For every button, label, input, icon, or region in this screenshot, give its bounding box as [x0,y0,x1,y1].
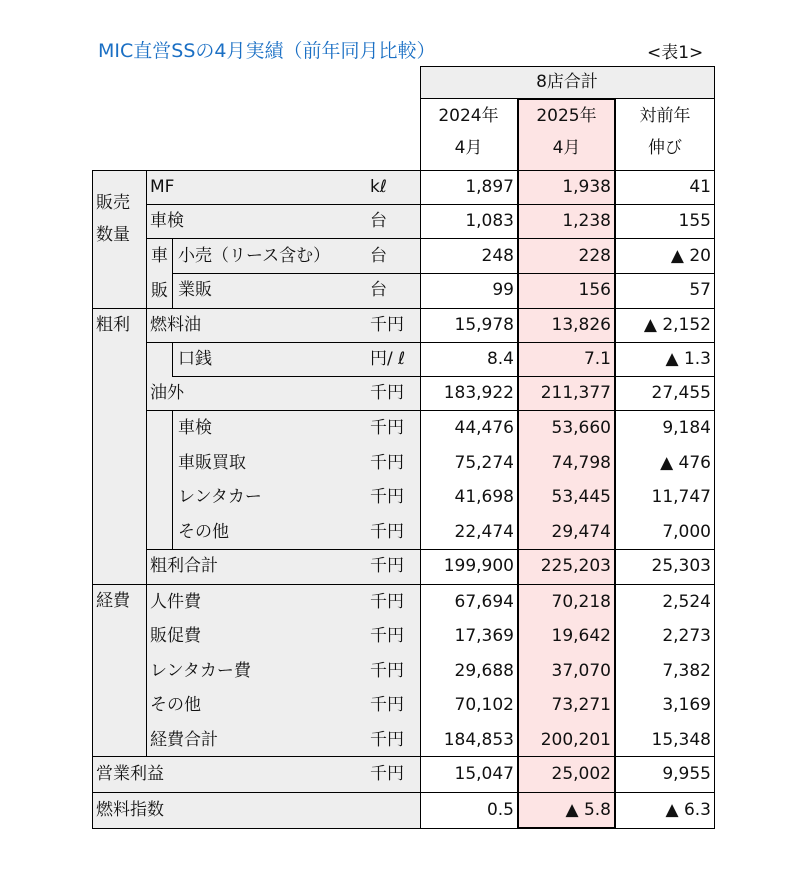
value-diff: 2,524 [662,592,711,612]
value-diff: 41 [689,177,711,197]
value-curr: 156 [578,280,611,300]
value-diff: 9,955 [662,764,711,784]
value-diff: 27,455 [651,383,711,403]
section-sales-qty-line1: 販売 [96,193,130,213]
row-label: 営業利益 [96,764,164,784]
value-prev: 248 [481,246,514,266]
row-label: 粗利合計 [150,556,218,576]
value-diff: 155 [678,211,711,231]
grid-line [146,410,715,411]
row-label: レンタカー [178,487,262,507]
row-unit: 台 [370,246,387,266]
row-label: その他 [150,695,201,715]
section-car-sales-line1: 車 [151,246,168,266]
value-prev: 44,476 [454,418,514,438]
row-unit: 千円 [370,383,404,403]
grid-line [420,66,715,67]
value-curr: 29,474 [551,522,611,542]
value-diff: 11,747 [651,487,711,507]
row-label: 人件費 [150,592,201,612]
row-unit: 千円 [370,695,404,715]
value-prev: 184,853 [443,730,514,750]
grid-line [172,273,715,274]
row-label: 燃料指数 [96,800,164,820]
row-label: 経費合計 [150,730,218,750]
row-unit: 千円 [370,592,404,612]
value-curr: 19,642 [551,626,611,646]
value-curr: 13,826 [551,315,611,335]
row-label: 車検 [150,211,184,231]
section-expenses: 経費 [96,591,130,611]
value-curr: ▲ 5.8 [565,800,611,820]
grid-line [517,98,616,100]
value-curr: 1,238 [562,211,611,231]
value-diff: 2,273 [662,626,711,646]
grid-line [92,828,715,829]
row-label: MF [150,177,175,197]
row-label: その他 [178,522,229,542]
row-unit: 千円 [370,315,404,335]
row-unit: 千円 [370,661,404,681]
value-curr: 211,377 [540,383,611,403]
row-label: 口銭 [178,349,212,369]
row-label: 燃料油 [150,315,201,335]
row-unit: 千円 [370,522,404,542]
row-unit: 千円 [370,453,404,473]
row-unit: 千円 [370,487,404,507]
grid-line [92,170,715,171]
row-label: 販促費 [150,626,201,646]
value-diff: 3,169 [662,695,711,715]
header-diff-line2: 伸び [648,138,682,158]
row-unit: 千円 [370,556,404,576]
value-curr: 200,201 [540,730,611,750]
header-prev-month: 4月 [454,138,483,158]
value-prev: 22,474 [454,522,514,542]
value-diff: ▲ 20 [670,246,711,266]
value-diff: ▲ 1.3 [665,349,711,369]
row-unit: 台 [370,211,387,231]
value-curr: 74,798 [551,453,611,473]
value-curr: 1,938 [562,177,611,197]
grid-line [714,66,715,829]
value-prev: 17,369 [454,626,514,646]
grid-line [146,308,147,584]
value-curr: 53,445 [551,487,611,507]
grid-line [146,342,715,343]
value-diff: 9,184 [662,418,711,438]
row-unit: kℓ [370,177,387,197]
row-unit: 台 [370,280,387,300]
value-prev: 0.5 [486,800,514,820]
value-diff: ▲ 2,152 [643,315,711,335]
value-prev: 15,978 [454,315,514,335]
section-gross-profit: 粗利 [96,315,130,335]
row-label: 油外 [150,383,184,403]
row-label: レンタカー費 [150,661,251,681]
header-prev-year: 2024年 [438,106,499,126]
grid-line [92,756,715,757]
header-curr-year: 2025年 [536,106,597,126]
value-curr: 228 [578,246,611,266]
value-diff: ▲ 6.3 [665,800,711,820]
value-curr: 225,203 [540,556,611,576]
value-curr: 25,002 [551,764,611,784]
grid-line [92,170,93,829]
row-unit: 千円 [370,626,404,646]
row-unit: 千円 [370,730,404,750]
value-prev: 70,102 [454,695,514,715]
value-prev: 1,083 [465,211,514,231]
header-group-label: 8店合計 [536,72,598,92]
value-curr: 70,218 [551,592,611,612]
grid-line [92,792,715,793]
grid-line [172,376,715,377]
value-prev: 199,900 [443,556,514,576]
value-diff: 7,382 [662,661,711,681]
grid-line [146,170,147,308]
row-label: 小売（リース含む） [178,246,331,266]
row-label: 業販 [178,280,212,300]
grid-line [146,549,715,550]
value-prev: 8.4 [486,349,514,369]
value-curr: 37,070 [551,661,611,681]
section-car-sales-line2: 販 [151,281,168,301]
row-unit: 千円 [370,764,404,784]
value-prev: 99 [492,280,514,300]
page-title: MIC直営SSの4月実績（前年同月比較） [98,40,436,62]
value-prev: 183,922 [443,383,514,403]
row-unit: 千円 [370,418,404,438]
value-prev: 41,698 [454,487,514,507]
value-diff: 15,348 [651,730,711,750]
value-prev: 75,274 [454,453,514,473]
value-curr: 7.1 [583,349,611,369]
value-diff: 25,303 [651,556,711,576]
value-prev: 1,897 [465,177,514,197]
value-diff: 57 [689,280,711,300]
value-curr: 53,660 [551,418,611,438]
section-sales-qty-line2: 数量 [96,225,130,245]
grid-line [146,238,715,239]
grid-line [146,584,147,756]
grid-line [146,204,715,205]
value-prev: 67,694 [454,592,514,612]
value-diff: 7,000 [662,522,711,542]
header-curr-month: 4月 [552,138,581,158]
value-prev: 15,047 [454,764,514,784]
value-curr: 73,271 [551,695,611,715]
row-unit: 円/ ℓ [370,349,406,369]
row-label: 車検 [178,418,212,438]
grid-line [92,584,715,585]
grid-line [517,827,616,829]
header-diff-line1: 対前年 [639,106,691,126]
value-diff: ▲ 476 [660,453,711,473]
table-number: <表1> [647,43,704,63]
grid-line [172,410,173,549]
row-label: 車販買取 [178,453,246,473]
value-prev: 29,688 [454,661,514,681]
grid-line [172,342,173,376]
grid-line [92,308,715,309]
